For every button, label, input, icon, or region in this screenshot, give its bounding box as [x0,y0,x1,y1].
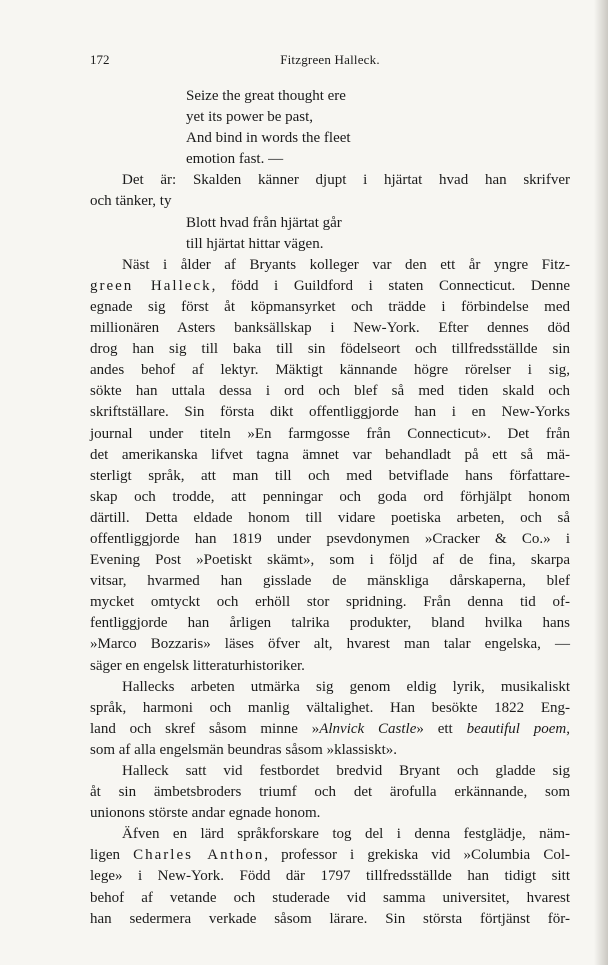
text-line: vitsar, hvarmed han gisslade de mänskliga dårskaperna, blef [90,573,570,590]
poem-line: yet its power be past, [186,109,314,126]
text-line: unionons störste andar egnade honom. [90,805,321,822]
page-number: 172 [90,52,110,67]
text-line: offentliggjorde han 1819 under psevdonymen »Cracker & Co.» i [90,530,570,547]
text-line: journal under titeln »En farmgosse från Connecticut». Det från [90,425,570,442]
paragraph-halleck-bio [90,255,570,677]
text-line: andes behof af lektyr. Mäktigt kännande högre rörelser i sig, [90,362,570,379]
text-line: Hallecks arbeten utmärka sig genom eldig lyrik, musikaliskt [122,678,570,695]
text-line: green Halleck, född i Guildford i staten Connecticut. Denne [90,277,571,294]
running-head: Fitzgreen Halleck. [280,52,380,67]
poem-line: Seize the great thought ere [186,88,346,104]
poem-line: till hjärtat hittar vägen. [186,235,324,252]
text-line: land och skref såsom minne »Alnvick Castle» ett beautiful poem, [90,720,570,737]
italic-phrase: beautiful poem [466,720,567,737]
text-line: millionären Asters banksällskap i New-York. Efter dennes död [90,320,570,337]
text-line: därtill. Detta eldade honom till vidare poetiska arbeten, och så [90,509,570,526]
text-line: det amerikanska lifvet tagna ämnet var behandladt på ett så mä- [90,446,570,463]
spaced-name: Charles Anthon [133,847,265,864]
text-line: skriftställare. Sin första dikt offentliggjorde han i en New-Yorks [90,404,570,421]
text-line: och tänker, ty [90,193,172,210]
text-line: Äfven en lärd språkforskare tog del i denna festglädje, näm- [122,826,570,843]
text-line: mycket omtyckt och erhöll stor spridning. Från denna tid of- [90,594,570,611]
text-line: han sedermera verkade såsom lärare. Sin största förtjänst för- [90,910,570,927]
text-line: sterligt språk, att man till och med betviflade hans författare- [90,467,570,484]
text-line: ligen Charles Anthon, professor i grekiska vid »Columbia Col- [90,847,571,864]
poem-line: And bind in words the fleet [186,130,351,147]
paragraph-festbordet [90,761,570,824]
text-line: skap och trodde, att penningar och goda ord förhjälpt honom [90,488,570,505]
page-header [90,52,570,72]
text-line: Näst i ålder af Bryants kolleger var den ett år yngre Fitz- [122,256,570,273]
text-line: säger en engelsk litteraturhistoriker. [90,657,305,674]
poem-explanation [90,170,570,212]
swedish-poem [90,213,570,255]
text-line: lege» i New-York. Född där 1797 tillfredsställde han tidigt sitt [90,868,570,885]
body-text [90,86,570,930]
text-line: som af alla engelsmän beundras såsom »klassiskt». [90,741,398,758]
text-line: sökte han uttala dessa i ord och blef så med tiden skald och [90,383,570,400]
spaced-name: green Halleck [90,277,212,294]
text-line: Det är: Skalden känner djupt i hjärtat hvad han skrifver [122,172,570,189]
text-line: språk, harmoni och manlig vältalighet. Han besökte 1822 Eng- [90,699,570,716]
text-line: drog han sig till baka till sin födelseort och tillfredsställde sin [90,341,570,358]
paragraph-anthon [90,824,570,929]
english-poem [90,86,570,170]
text-line: egnade sig först åt köpmansyrket och trädde i förbindelse med [90,298,570,315]
text-line: fentliggjorde han årligen talrika produkter, bland hvilka hans [90,615,570,632]
text-line: Halleck satt vid festbordet bredvid Bryant och gladde sig [122,763,570,779]
italic-title: Alnvick Castle [319,720,417,737]
text-line: Evening Post »Poetiskt skämt», som i följd af de fina, skarpa [90,552,570,569]
paragraph-halleck-works [90,677,570,761]
text-line: åt sin ämbetsbroders triumf och det ärofulla erkännande, som [90,784,570,801]
text-line: behof af vetande och studerade vid samma universitet, hvarest [90,889,570,906]
poem-line: emotion fast. — [186,151,284,168]
text-line: »Marco Bozzaris» läses öfver alt, hvarest man talar engelska, — [90,636,570,653]
poem-line: Blott hvad från hjärtat går [186,214,342,231]
